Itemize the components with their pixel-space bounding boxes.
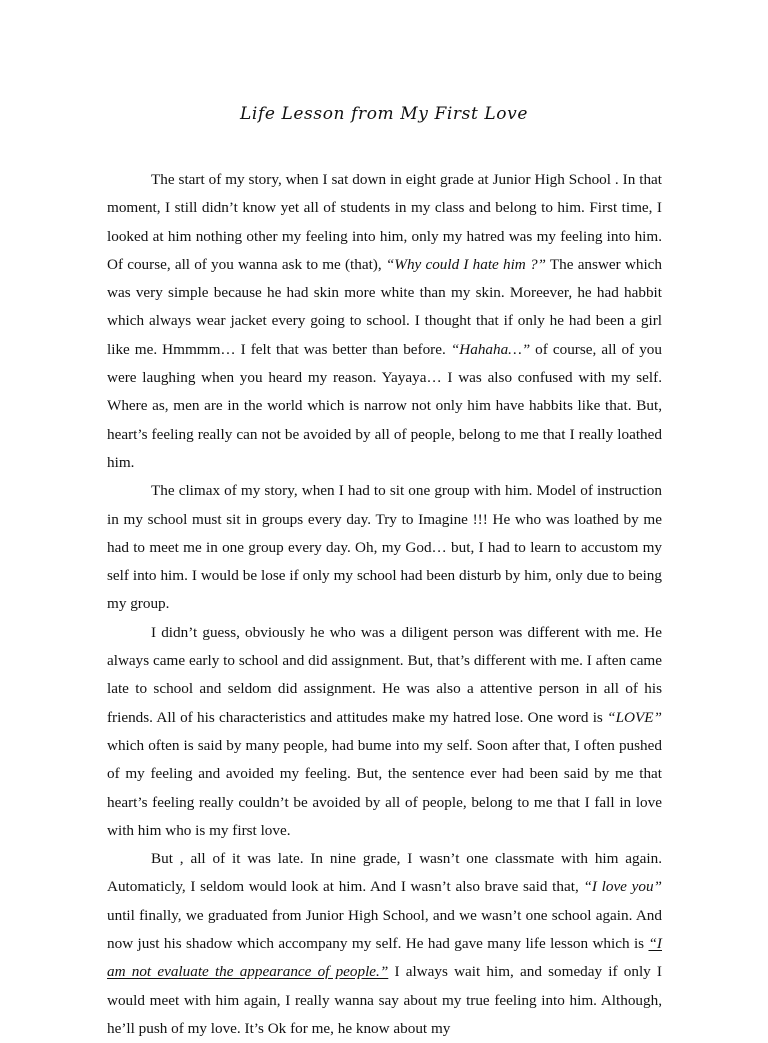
- document-title: Life Lesson from My First Love: [240, 104, 528, 124]
- paragraph-text: The climax of my story, when I had to sit one group with him. Model of instruction in my school must sit in groups every day. Try to Imagine !!! He who was loathed by me had to meet me in one group every day. Oh, my God… but, I had to learn to accustom my self into him. I would be lose if only my school had been disturb by him, only due to being my group.: [107, 482, 662, 613]
- paragraph-text: of course, all of you were laughing when you heard my reason. Yayaya… I was also confused with my self. Where as, men are in the world which is narrow not only him have habbits like that. But, heart’s feeling really can not be avoided by all of people, belong to me that I really loathed him.: [107, 340, 662, 471]
- paragraph-text: The start of my story, when I sat down in eight grade at Junior High School . In that moment, I still didn’t know yet all of students in my class and belong to him. First time, I looked at him nothing other my feeling into him, only my hatred was my feeling into him. Of course, all of you wanna ask to me (that),: [107, 171, 662, 273]
- italic-quote: “LOVE”: [607, 708, 662, 726]
- paragraph-text: until finally, we graduated from Junior High School, and we wasn’t one school again. And now just his shadow which accompany my self. He had gave many life lesson which is: [107, 906, 662, 953]
- paragraph-4: [107, 845, 662, 1043]
- paragraph-text: I didn’t guess, obviously he who was a diligent person was different with me. He always came early to school and did assignment. But, that’s different with me. I aften came late to school and seldom did assignment. He was also a attentive person in all of his friends. All of his characteristics and attitudes make my hatred lose. One word is: [107, 623, 662, 726]
- document-body: [107, 166, 662, 1043]
- underlined-italic-quote: “I am not evaluate the appearance of people.”: [107, 935, 662, 981]
- paragraph-1: [107, 166, 662, 477]
- paragraph-text: which often is said by many people, had bume into my self. Soon after that, I often pushed of my feeling and avoided my feeling. But, the sentence ever had been said by me that heart’s feeling really couldn’t be avoided by all of people, belong to me that I fall in love with him who is my first love.: [107, 736, 662, 839]
- italic-quote: “Why could I hate him ?”: [385, 255, 546, 273]
- paragraph-text: I always wait him, and someday if only I would meet with him again, I really wanna say about my true feeling into him. Although, he’ll push of my love. It’s Ok for me, he know about my: [107, 963, 662, 1037]
- italic-quote: “Hahaha…”: [450, 340, 531, 358]
- paragraph-3: [107, 619, 662, 845]
- paragraph-2: [107, 477, 662, 618]
- paragraph-text: But , all of it was late. In nine grade, I wasn’t one classmate with him again. Automaticly, I seldom would look at him. And I wasn’t also brave said that,: [107, 850, 662, 896]
- paragraph-text: The answer which was very simple because he had skin more white than my skin. Moreever, he had habbit which always wear jacket every going to school. I thought that if only he had been a girl like me. Hmmmm… I felt that was better than before.: [107, 255, 663, 358]
- italic-quote: “I love you”: [583, 878, 662, 896]
